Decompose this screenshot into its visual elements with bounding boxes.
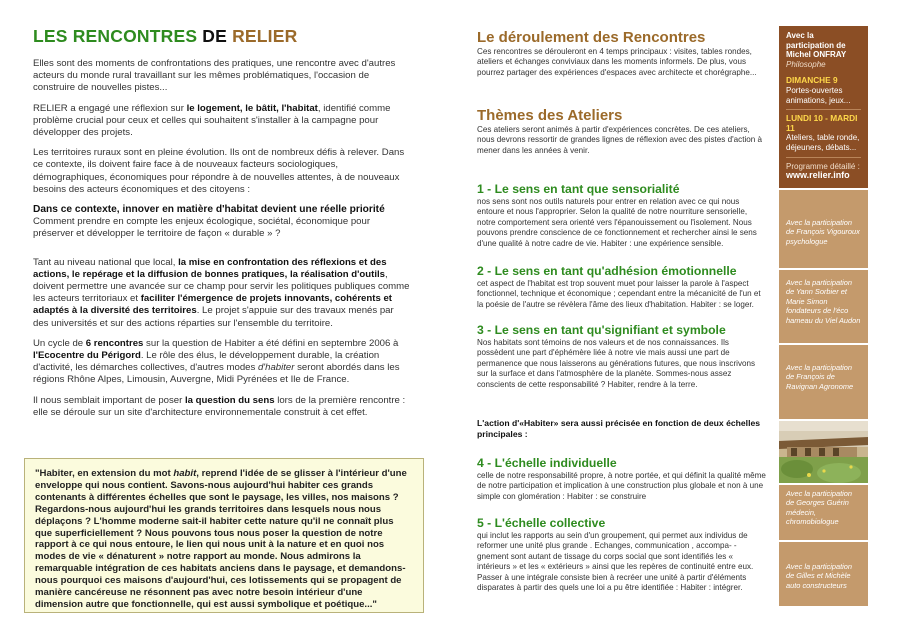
atelier-3-text: Nos habitats sont témoins de nos valeurs et de nos connaissances. Ils possèdent une part d'éphémère liée à notre vie mais aussi une part de permanence que nous laisserons au générations futures, que nous inscrivons sur la surface et dans l'atmosphère de la planète. Sommes-nous assez conscients de cette responsabilité ? Habiter, rendre à la terre. <box>477 338 756 389</box>
tile-ravignan-text: Avec la participation de François de Ravignan Agronome <box>786 363 854 391</box>
tile-sorbier-simon-text: Avec la participation de Yann Sorbier et Marie Simon fondateurs de l'éco hameau du Viel Audon <box>786 278 861 325</box>
habiter-quote-box <box>24 458 424 613</box>
atelier-2-heading: 2 - Le sens en tant qu'adhésion émotionnelle <box>477 264 737 278</box>
divider <box>786 109 861 110</box>
national-paragraph: Tant au niveau national que local, la mise en confrontation des réflexions et des actions, le repérage et la diffusion de bonnes pratiques, la réalisation d'outils, doivent permettre une avancée sur ce champ pour servir les politiques publiques comme les acteurs territoriaux et faciliter l'émergence de projets innovants, cohérents et adaptés à la diversité des territoires. Le projet s'appuie sur des travaux menés par des universités et sur des actions réparties sur l'ensemble du territoire. <box>33 256 410 329</box>
tile-gilles-michele <box>779 542 868 606</box>
tile-vigouroux <box>779 190 868 268</box>
atelier-4-text: celle de notre responsabilité propre, à notre portée, et qui définit la qualité même de notre participation et implication à une construction plus globale et non à une simple con glomération : Habiter : se construire <box>477 471 766 501</box>
atelier-2-text: cet aspect de l'habitat est trop souvent muet pour laisser la parole à l'aspect fonctionnel, technique et économique ; cependant entre la mécanicité de l'un et la poésie de l'autre se révèlera l'âme des lieux d'habitation. Habiter : se loger. <box>477 279 761 309</box>
title-part-relier: RELIER <box>232 26 298 46</box>
tile-guerin-text: Avec la participation de Georges Guérin médecin, chromobiologue <box>786 489 853 527</box>
atelier-5-heading: 5 - L'échelle collective <box>477 516 606 530</box>
programme-label: Programme détaillé : <box>786 161 860 171</box>
habiter-quote: "Habiter, en extension du mot habit, reprend l'idée de se glisser à l'intérieur d'une enveloppe qui nous contient. Savons-nous aujourd'hui habiter ces grands contenants à différentes échelles que sont le paysage, les villes, nos maisons ? Regardons-nous aujourd'hui les grands territoires dans lesquels nous nous déplaçons ? L'homme moderne sait-il habiter cette nature qu'il ne connaît plus que superficiellement ? Nous pouvons tous nous poser la question de notre rapport à ce qui nous entoure, le lien qui nous unit à la nature et en quoi nos modes de vie « dénaturent » notre rapport au monde. Nous admirons la remarquable intégration de ces habitats anciens dans le paysage, et demandons-nous pourquoi ces maisons d'aujourd'hui, ces lotissements qui se propagent de manière cancéreuse ne résonnent pas avec notre besoin intérieur d'une dimension autre que fonctionnelle, qui est aussi symbolique et poétique..." <box>35 468 407 610</box>
atelier-4-heading: 4 - L'échelle individuelle <box>477 456 617 470</box>
atelier-1 <box>477 182 767 249</box>
tile-guerin <box>779 485 868 540</box>
themes-text: Ces ateliers seront animés à partir d'expériences concrètes. De ces ateliers, nous devrons ressortir de grandes lignes de réflexion avec des pistes d'action à mener dans les années à venir. <box>477 125 762 155</box>
right-sidebar <box>779 26 868 606</box>
relier-link[interactable]: www.relier.info <box>786 170 850 181</box>
deroulement-section <box>477 29 767 78</box>
programme-box <box>779 26 868 188</box>
atelier-4 <box>477 456 767 502</box>
intro-paragraph: Elles sont des moments de confrontations des pratiques, une rencontre avec d'autres acteurs du monde rural travaillant sur les mêmes problématiques, l'occasion de construire de nouvelles pistes... <box>33 58 396 94</box>
main-title <box>33 26 411 46</box>
tile-sorbier-simon <box>779 270 868 343</box>
eco-building-illustration <box>779 421 868 483</box>
tile-ravignan <box>779 345 868 419</box>
onfray-participation: Avec la participation de Michel ONFRAY <box>786 31 847 60</box>
atelier-5 <box>477 516 767 593</box>
day-lundi-mardi: LUNDI 10 - MARDI 11 <box>786 113 858 133</box>
action-intro <box>477 418 767 440</box>
atelier-3-heading: 3 - Le sens en tant qu'signifiant et symbole <box>477 323 726 337</box>
priorite-paragraph: Dans ce contexte, innover en matière d'habitat devient une réelle priorité Comment prendre en compte les enjeux écologique, sociétal, économique pour préserver et développer le territoire de façon « durable » ? <box>33 204 385 240</box>
themes-section <box>477 107 767 156</box>
atelier-1-text: nos sens sont nos outils naturels pour entrer en relation avec ce qui nous entoure et nous l'approprier. Selon la qualité de notre nourriture sensorielle, notre comportement sera orienté vers l'épanouissement ou l'isolement. Nous pouvons prendre conscience de ce fonctionnement et rechercher ainsi le sens d'une qualité à notre cadre de vie. Habiter : une expérience sensible. <box>477 197 757 248</box>
relier-paragraph: RELIER a engagé une réflexion sur le logement, le bâtit, l'habitat, identifié comme problème crucial pour ceux et celles qui souhaitent s'installer à la campagne pour développer des projets. <box>33 102 391 139</box>
atelier-5-text: qui inclut les rapports au sein d'un groupement, qui permet aux individus de reformer une unité plus grande . Echanges, communication , accompa- - gnement sont autant de tissage du corps social que sont identifiés les « intérieurs » et les « extérieurs » ainsi que les repères de continuité entre eux. Passer à une intégrale consiste bien à recréer une unité à partir d'éléments disparates à partir des quels une loi a pu être identifiée : Habiter : intégrer. <box>477 531 754 593</box>
territoires-paragraph: Les territoires ruraux sont en pleine évolution. Ils ont de nombreux défis à relever. Dans ce contexte, ils doivent faire face à de nouveaux facteurs sociologiques, démographiques, économiques pour répondre à de nouvelles attentes, à de nouveaux besoins des acteurs économiques et des citoyens : <box>33 147 405 195</box>
atelier-2 <box>477 264 767 310</box>
tile-gilles-michele-text: Avec la participation de Gilles et Michèle auto constructeurs <box>786 562 853 590</box>
atelier-3 <box>477 323 767 390</box>
deroulement-text: Ces rencontres se dérouleront en 4 temps principaux : visites, tables rondes, ateliers et échanges conviviaux dans les moments informels. De plus, vous pourrez partager des expériences d'espaces avec architecte et chorégraphe... <box>477 47 757 77</box>
action-text: L'action d'«Habiter» sera aussi précisée en fonction de deux échelles principales : <box>477 418 761 439</box>
day-lundi-mardi-text: Ateliers, table ronde, déjeuners, débats... <box>786 133 860 152</box>
onfray-role: Philosophe <box>786 59 826 69</box>
atelier-1-heading: 1 - Le sens en tant que sensorialité <box>477 182 680 196</box>
day-dimanche-text: Portes-ouvertes animations, jeux... <box>786 85 851 105</box>
deroulement-heading: Le déroulement des Rencontres <box>477 29 706 46</box>
divider <box>786 157 861 158</box>
eco-building-photo <box>779 421 868 483</box>
sens-paragraph: Il nous semblait important de poser la question du sens lors de la première rencontre : elle se déroule sur un site d'architecture environnementale construit à cet effet. <box>33 394 406 418</box>
title-part-de: DE <box>202 26 227 46</box>
title-part-rencontres: LES RENCONTRES <box>33 26 198 46</box>
tile-vigouroux-text: Avec la participation de François Vigouroux psychologue <box>786 218 860 246</box>
cycle-paragraph: Un cycle de 6 rencontres sur la question de Habiter a été défini en septembre 2006 à l'Ecocentre du Périgord. Le rôle des élus, le développement durable, la création d'activité, les démarches collectives, d'autres modes d'habiter seront abordés dans les régions Rhône Alpes, Limousin, Auvergne, Midi Pyrénées et Ile de France. <box>33 337 400 386</box>
day-dimanche: DIMANCHE 9 <box>786 75 838 86</box>
themes-heading: Thèmes des Ateliers <box>477 107 623 124</box>
left-column <box>33 26 411 427</box>
